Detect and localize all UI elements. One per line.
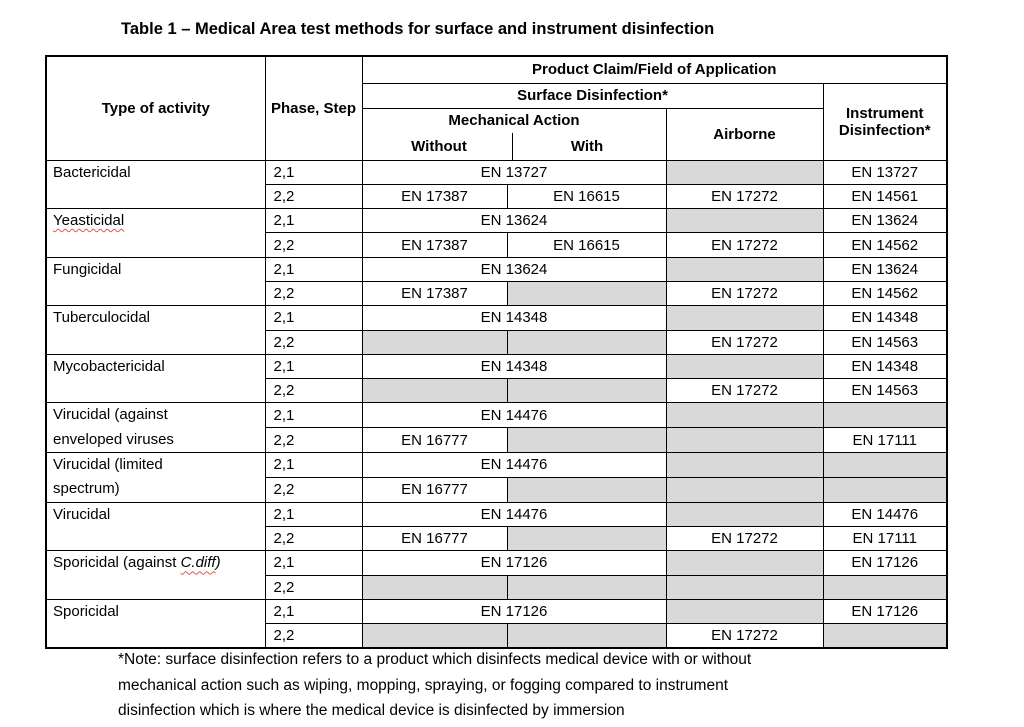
shaded-cell <box>823 624 947 648</box>
header-without: Without <box>411 137 467 155</box>
activity-label-text: ) <box>215 554 221 572</box>
test-standard-cell: EN 17126 <box>362 551 666 575</box>
test-standard-cell: EN 17272 <box>666 281 823 305</box>
activity-label-line <box>53 258 261 282</box>
activity-label-line <box>53 306 261 330</box>
shaded-cell <box>362 379 507 403</box>
activity-label-line <box>53 453 261 477</box>
activity-label-text: Sporicidal (against <box>53 554 181 572</box>
shaded-cell <box>362 575 507 599</box>
footnote-line: *Note: surface disinfection refers to a product which disinfects medical device with or without <box>118 651 752 668</box>
shaded-cell <box>666 160 823 184</box>
phase-step-cell: 2,1 <box>265 354 362 378</box>
shaded-cell <box>507 624 666 648</box>
footnote-line: mechanical action such as wiping, mopping, spraying, or fogging compared to instrument <box>118 676 728 694</box>
test-standard-cell: EN 13727 <box>362 160 666 184</box>
activity-label-cell <box>46 209 265 258</box>
test-standard-cell: EN 14348 <box>823 354 947 378</box>
test-standard-cell: EN 17272 <box>666 379 823 403</box>
test-standard-cell: EN 16777 <box>362 428 507 453</box>
table-row <box>46 306 947 330</box>
phase-step-cell: 2,1 <box>265 209 362 233</box>
activity-label-line <box>53 403 261 427</box>
table-row <box>46 453 947 478</box>
test-standard-cell: EN 17387 <box>362 233 507 257</box>
test-standard-cell: EN 17272 <box>666 624 823 648</box>
test-standard-cell: EN 14562 <box>823 233 947 257</box>
activity-label-line <box>53 355 261 379</box>
table-row <box>46 403 947 428</box>
activity-label-text: Fungicidal <box>53 260 122 278</box>
activity-label-cell <box>46 257 265 306</box>
shaded-cell <box>362 330 507 354</box>
table-body <box>46 160 947 648</box>
shaded-cell <box>666 306 823 330</box>
test-standard-cell: EN 16615 <box>507 184 666 208</box>
test-standard-cell: EN 17126 <box>362 599 666 623</box>
shaded-cell <box>507 330 666 354</box>
phase-step-cell: 2,1 <box>265 403 362 428</box>
phase-step-cell: 2,1 <box>265 306 362 330</box>
test-standard-cell: EN 17272 <box>666 330 823 354</box>
activity-label-cell <box>46 160 265 209</box>
activity-label-cell <box>46 599 265 648</box>
activity-label-text: enveloped viruses <box>53 430 174 448</box>
shaded-cell <box>666 477 823 502</box>
disinfection-table <box>45 55 948 649</box>
header-phase-step: Phase, Step <box>265 56 362 160</box>
phase-step-cell: 2,2 <box>265 477 362 502</box>
activity-label-cell <box>46 403 265 453</box>
header-product-claim: Product Claim/Field of Application <box>362 56 947 83</box>
test-standard-cell: EN 16615 <box>507 233 666 257</box>
header-type-of-activity: Type of activity <box>46 56 265 160</box>
activity-label-cell <box>46 502 265 551</box>
test-standard-cell: EN 17111 <box>823 428 947 453</box>
shaded-cell <box>507 281 666 305</box>
header-mechanical-action: Mechanical Action <box>448 111 580 129</box>
test-standard-cell: EN 14476 <box>362 403 666 428</box>
shaded-cell <box>666 354 823 378</box>
phase-step-cell: 2,2 <box>265 575 362 599</box>
table-row <box>46 551 947 575</box>
shaded-cell <box>823 477 947 502</box>
test-standard-cell: EN 14563 <box>823 379 947 403</box>
shaded-cell <box>666 599 823 623</box>
activity-label-text: Mycobactericidal <box>53 357 165 375</box>
header-instrument-disinfection: Instrument Disinfection* <box>823 83 947 160</box>
phase-step-cell: 2,2 <box>265 624 362 648</box>
phase-step-cell: 2,2 <box>265 184 362 208</box>
activity-label-text: Virucidal (against <box>53 406 168 424</box>
activity-label-line <box>53 209 261 233</box>
test-standard-cell: EN 14476 <box>362 453 666 478</box>
shaded-cell <box>666 502 823 526</box>
activity-label-line <box>53 600 261 624</box>
footnote <box>118 647 751 724</box>
test-standard-cell: EN 14348 <box>362 354 666 378</box>
table-row <box>46 502 947 526</box>
phase-step-cell: 2,1 <box>265 160 362 184</box>
header-without-with-row <box>367 133 662 160</box>
test-standard-cell: EN 17272 <box>666 233 823 257</box>
shaded-cell <box>507 575 666 599</box>
shaded-cell <box>823 403 947 428</box>
shaded-cell <box>666 403 823 428</box>
shaded-cell <box>666 575 823 599</box>
shaded-cell <box>823 453 947 478</box>
activity-label-text: Sporicidal <box>53 602 119 620</box>
test-standard-cell: EN 13624 <box>823 209 947 233</box>
header-surface-disinfection: Surface Disinfection* <box>362 83 823 108</box>
test-standard-cell: EN 17126 <box>823 551 947 575</box>
phase-step-cell: 2,2 <box>265 330 362 354</box>
activity-label-cell <box>46 354 265 403</box>
activity-label-text: Virucidal <box>53 505 111 523</box>
header-with: With <box>512 133 662 160</box>
test-standard-cell: EN 14561 <box>823 184 947 208</box>
shaded-cell <box>507 428 666 453</box>
table-row <box>46 160 947 184</box>
test-standard-cell: EN 17126 <box>823 599 947 623</box>
test-standard-cell: EN 14348 <box>823 306 947 330</box>
phase-step-cell: 2,2 <box>265 526 362 550</box>
activity-label-text: spectrum) <box>53 480 120 498</box>
activity-label-cell <box>46 306 265 355</box>
phase-step-cell: 2,2 <box>265 379 362 403</box>
test-standard-cell: EN 17387 <box>362 281 507 305</box>
test-standard-cell: EN 14476 <box>362 502 666 526</box>
activity-label-text: C.diff <box>180 554 216 572</box>
table-header <box>46 56 947 160</box>
test-standard-cell: EN 13624 <box>362 257 666 281</box>
phase-step-cell: 2,1 <box>265 599 362 623</box>
phase-step-cell: 2,2 <box>265 428 362 453</box>
shaded-cell <box>823 575 947 599</box>
table-title: Table 1 – Medical Area test methods for surface and instrument disinfection <box>121 20 715 38</box>
test-standard-cell: EN 17272 <box>666 526 823 550</box>
activity-label-line <box>53 428 261 452</box>
phase-step-cell: 2,1 <box>265 453 362 478</box>
activity-label-cell <box>46 551 265 600</box>
activity-label-text: Yeasticidal <box>53 212 125 230</box>
activity-label-line <box>53 503 261 527</box>
shaded-cell <box>507 477 666 502</box>
table-row <box>46 257 947 281</box>
test-standard-cell: EN 17272 <box>666 184 823 208</box>
shaded-cell <box>666 209 823 233</box>
activity-label-line <box>53 551 261 575</box>
test-standard-cell: EN 13727 <box>823 160 947 184</box>
test-standard-cell: EN 14562 <box>823 281 947 305</box>
phase-step-cell: 2,1 <box>265 551 362 575</box>
phase-step-cell: 2,2 <box>265 233 362 257</box>
activity-label-line <box>53 161 261 185</box>
test-standard-cell: EN 13624 <box>362 209 666 233</box>
activity-label-line <box>53 477 261 501</box>
header-airborne: Airborne <box>666 108 823 160</box>
activity-label-cell <box>46 453 265 503</box>
shaded-cell <box>666 257 823 281</box>
table-row <box>46 599 947 623</box>
shaded-cell <box>666 453 823 478</box>
test-standard-cell: EN 16777 <box>362 526 507 550</box>
activity-label-text: Bactericidal <box>53 163 131 181</box>
shaded-cell <box>666 428 823 453</box>
footnote-line: disinfection which is where the medical device is disinfected by immersion <box>118 702 625 719</box>
shaded-cell <box>507 379 666 403</box>
table-row <box>46 354 947 378</box>
table-row <box>46 209 947 233</box>
test-standard-cell: EN 13624 <box>823 257 947 281</box>
test-standard-cell: EN 14348 <box>362 306 666 330</box>
test-standard-cell: EN 17387 <box>362 184 507 208</box>
test-standard-cell: EN 17111 <box>823 526 947 550</box>
phase-step-cell: 2,1 <box>265 502 362 526</box>
test-standard-cell: EN 14563 <box>823 330 947 354</box>
shaded-cell <box>666 551 823 575</box>
activity-label-text: Virucidal (limited <box>53 456 163 474</box>
test-standard-cell: EN 14476 <box>823 502 947 526</box>
phase-step-cell: 2,1 <box>265 257 362 281</box>
header-mechanical-action-group <box>362 108 666 160</box>
phase-step-cell: 2,2 <box>265 281 362 305</box>
test-standard-cell: EN 16777 <box>362 477 507 502</box>
activity-label-text: Tuberculocidal <box>53 309 150 327</box>
shaded-cell <box>507 526 666 550</box>
shaded-cell <box>362 624 507 648</box>
